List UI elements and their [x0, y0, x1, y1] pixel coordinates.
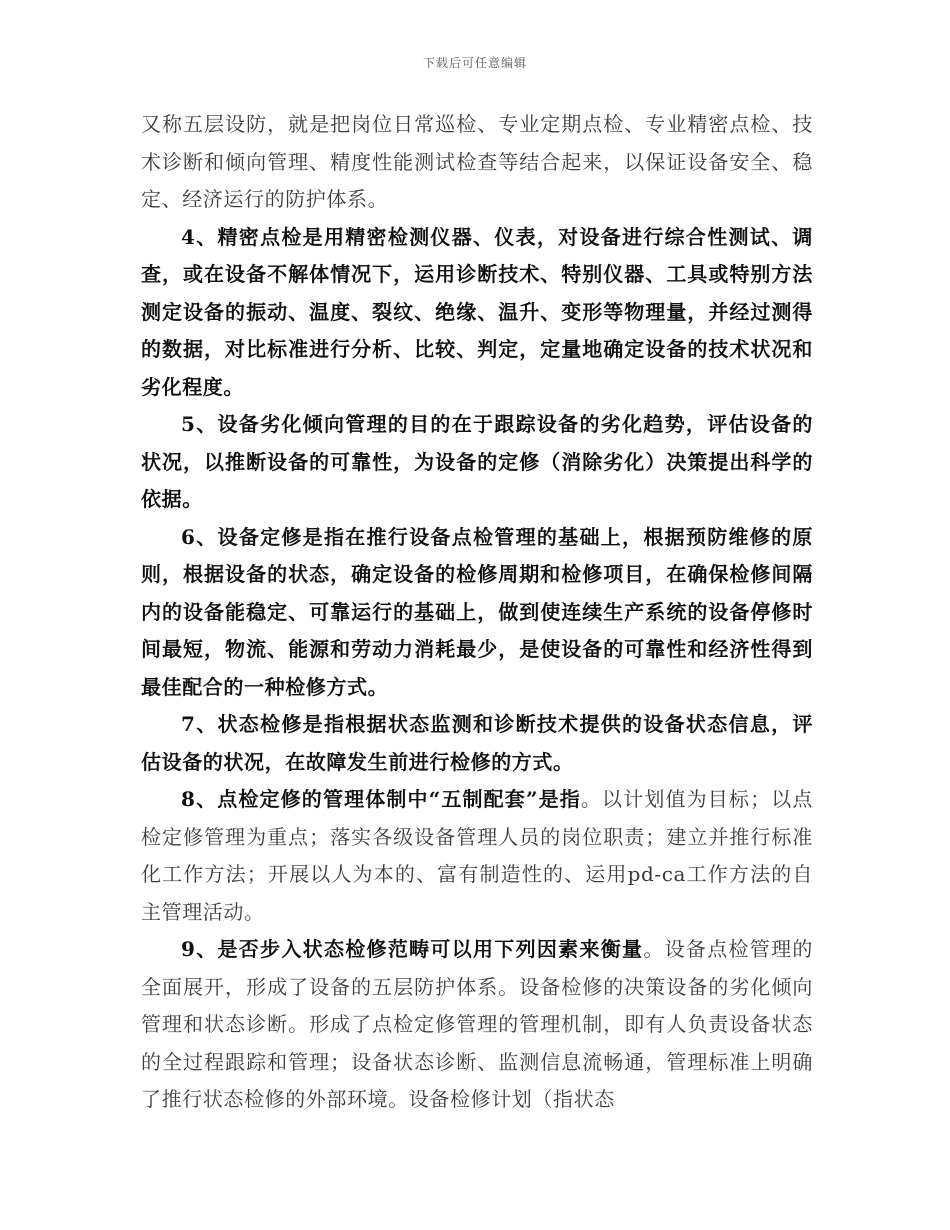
paragraph-condition-criteria-body: 。设备点检管理的全面展开，形成了设备的五层防护体系。设备检修的决策设备的劣化倾向管理和状态诊断。形成了点检定修管理的管理机制，即有人负责设备状态的全过程跟踪和管理；设备状态诊断、监测信息流畅通，管理标准上明确了推行状态检修的外部环境。设备检修计划（指状态	[141, 937, 813, 1111]
paragraph-scheduled-repair: 6、设备定修是指在推行设备点检管理的基础上，根据预防维修的原则，根据设备的状态，确定设备的检修周期和检修项目，在确保检修间隔内的设备能稳定、可靠运行的基础上，做到使连续生产系统的设备停修时间最短，物流、能源和劳动力消耗最少，是使设备的可靠性和经济性得到最佳配合的一种检修方式。	[141, 524, 813, 699]
paragraph-condition-criteria	[141, 931, 813, 1119]
paragraph-condition-criteria-lead: 9、是否步入状态检修范畴可以用下列因素来衡量	[181, 937, 644, 961]
paragraph-precision-inspection: 4、精密点检是用精密检测仪器、仪表，对设备进行综合性测试、调查，或在设备不解体情况下，运用诊断技术、特别仪器、工具或特别方法测定设备的振动、温度、裂纹、绝缘、温升、变形等物理量，并经过测得的数据，对比标准进行分析、比较、判定，定量地确定设备的技术状况和劣化程度。	[141, 224, 813, 399]
page-header: 下载后可任意编辑	[422, 56, 527, 70]
document-body	[141, 106, 813, 1119]
paragraph-five-systems-body: 。以计划值为目标；以点检定修管理为重点；落实各级设备管理人员的岗位职责；建立并推行标准化工作方法；开展以人为本的、富有制造性的、运用pd-ca工作方法的自主管理活动。	[141, 787, 813, 924]
paragraph-condition-based-repair: 7、状态检修是指根据状态监测和诊断技术提供的设备状态信息，评估设备的状况，在故障发生前进行检修的方式。	[141, 712, 813, 774]
paragraph-degradation-trend: 5、设备劣化倾向管理的目的在于跟踪设备的劣化趋势，评估设备的状况，以推断设备的可靠性，为设备的定修（消除劣化）决策提出科学的依据。	[141, 412, 813, 511]
paragraph-five-systems	[141, 781, 813, 931]
paragraph-five-systems-lead: 8、点检定修的管理体制中“五制配套”是指	[181, 787, 581, 811]
paragraph-five-layer-defense: 又称五层设防，就是把岗位日常巡检、专业定期点检、专业精密点检、技术诊断和倾向管理、精度性能测试检查等结合起来，以保证设备安全、稳定、经济运行的防护体系。	[141, 112, 813, 211]
